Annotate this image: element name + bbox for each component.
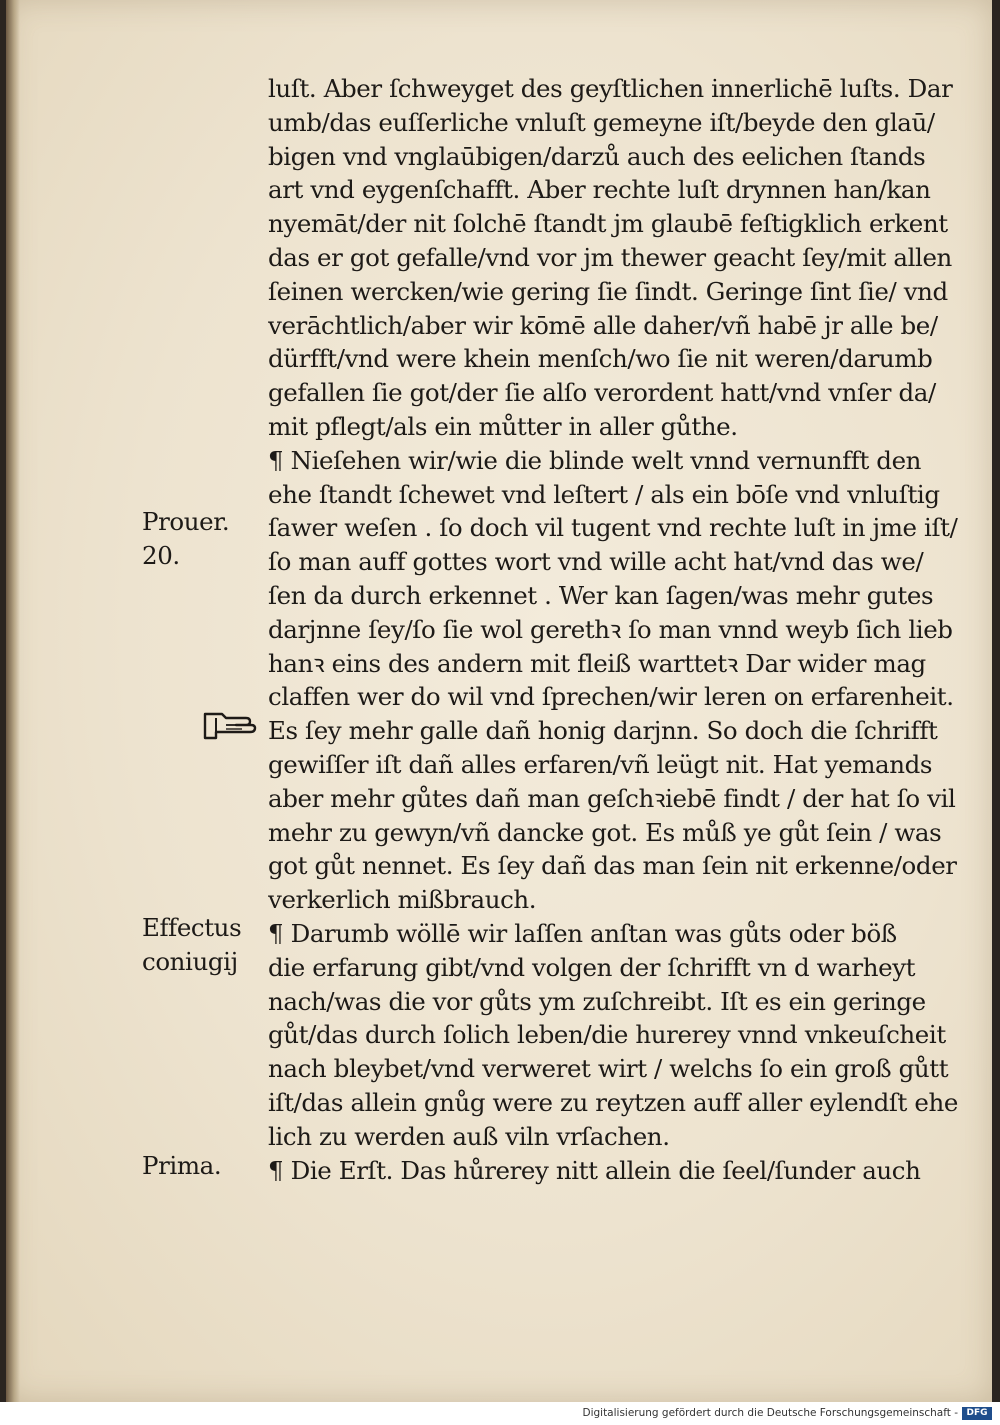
text-line: hanꝛ eins des andern mit fleiß warttetꝛ Dar wider mag [268, 648, 926, 678]
text-line: darjnne ſey/ſo ſie wol gerethꝛ ſo man vnnd weyb ſich lieb [268, 614, 953, 644]
text-line: aber mehr gůtes dañ man geſchꝛiebē findt / der hat ſo vil [268, 783, 956, 813]
text-line: die erfarung gibt/vnd volgen der ſchrifft vn d warheyt [268, 952, 916, 982]
funding-credit: Digitalisierung gefördert durch die Deutsche Forschungsgemeinschaft - [582, 1407, 958, 1419]
dfg-logo: DFG [962, 1407, 992, 1420]
text-line: iſt/das allein gnůg were zu reytzen auff aller eylendſt ehe [268, 1087, 958, 1117]
text-line: lich zu werden auß viln vrſachen. [268, 1121, 670, 1151]
margin-note-prouer: Prouer. [142, 507, 230, 536]
text-line: dürfft/vnd were khein menſch/wo ſie nit weren/darumb [268, 344, 933, 374]
text-line: ſeinen wercken/wie gering ſie ſindt. Geringe ſint ſie/ vnd [268, 276, 948, 306]
text-line: nyemāt/der nit ſolchē ſtandt jm glaubē feſtigklich erkent [268, 209, 948, 239]
text-line: bigen vnd vnglaūbigen/darzů auch des eelichen ſtands [268, 141, 926, 171]
text-line: ¶ Nieſehen wir/wie die blinde welt vnnd vernunfft den [268, 445, 922, 475]
margin-note-effectus: Effectus [142, 913, 242, 942]
text-line: ſawer weſen . ſo doch vil tugent vnd rechte luſt in jme iſt/ [268, 513, 958, 543]
text-line: verāchtlich/aber wir kōmē alle daher/vñ habē jr alle be/ [268, 310, 938, 340]
text-line: nach/was die vor gůts ym zuſchreibt. Iſt es ein geringe [268, 986, 926, 1016]
text-line: gůt/das durch ſolich leben/die hurerey vnnd vnkeuſcheit [268, 1020, 946, 1050]
text-line: verkerlich mißbrauch. [268, 885, 537, 915]
text-line: mit pflegt/als ein můtter in aller gůthe. [268, 411, 738, 441]
text-line: gewiſſer iſt dañ alles erfaren/vñ leügt nit. Hat yemands [268, 749, 933, 779]
margin-note-chapter-20: 20. [142, 541, 180, 570]
text-line: ¶ Die Erſt. Das hůrerey nitt allein die ſeel/ſunder auch [268, 1155, 921, 1185]
margin-note-coniugij: coniugij [142, 947, 238, 976]
text-line: mehr zu gewyn/vñ dancke got. Es můß ye gůt ſein / was [268, 817, 942, 847]
page-binding-edge [6, 0, 20, 1402]
main-text-block [268, 72, 968, 1187]
text-line: luſt. Aber ſchweyget des geyſtlichen innerlichē luſts. Dar [268, 74, 953, 103]
text-line: ehe ſtandt ſchewet vnd leſtert / als ein bōſe vnd vnluſtig [268, 479, 940, 509]
text-line: ¶ Darumb wöllē wir laſſen anſtan was gůts oder böß [268, 918, 897, 948]
text-line: claffen wer do wil vnd ſprechen/wir leren on erfarenheit. [268, 682, 954, 712]
manicule-icon [202, 708, 258, 742]
text-line: nach bleybet/vnd verweret wirt / welchs ſo ein groß gůtt [268, 1054, 949, 1084]
footer-bar [0, 1402, 1000, 1425]
text-line: ſo man auff gottes wort vnd wille acht hat/vnd das we/ [268, 547, 924, 577]
text-line: das er got gefalle/vnd vor jm thewer geacht ſey/mit allen [268, 242, 952, 272]
book-page [6, 0, 992, 1402]
text-line: Es ſey mehr galle dañ honig darjnn. So doch die ſchrifft [268, 716, 938, 746]
text-line: ſen da durch erkennet . Wer kan ſagen/was mehr gutes [268, 580, 934, 610]
margin-note-prima: Prima. [142, 1151, 222, 1180]
text-line: art vnd eygenſchafft. Aber rechte luſt drynnen han/kan [268, 175, 931, 205]
text-line: umb/das euſſerliche vnluſt gemeyne iſt/beyde den glaū/ [268, 107, 935, 137]
text-line: got gůt nennet. Es ſey dañ das man ſein nit erkenne/oder [268, 851, 957, 881]
text-line: gefallen ſie got/der ſie alſo verordent hatt/vnd vnſer da/ [268, 378, 936, 408]
